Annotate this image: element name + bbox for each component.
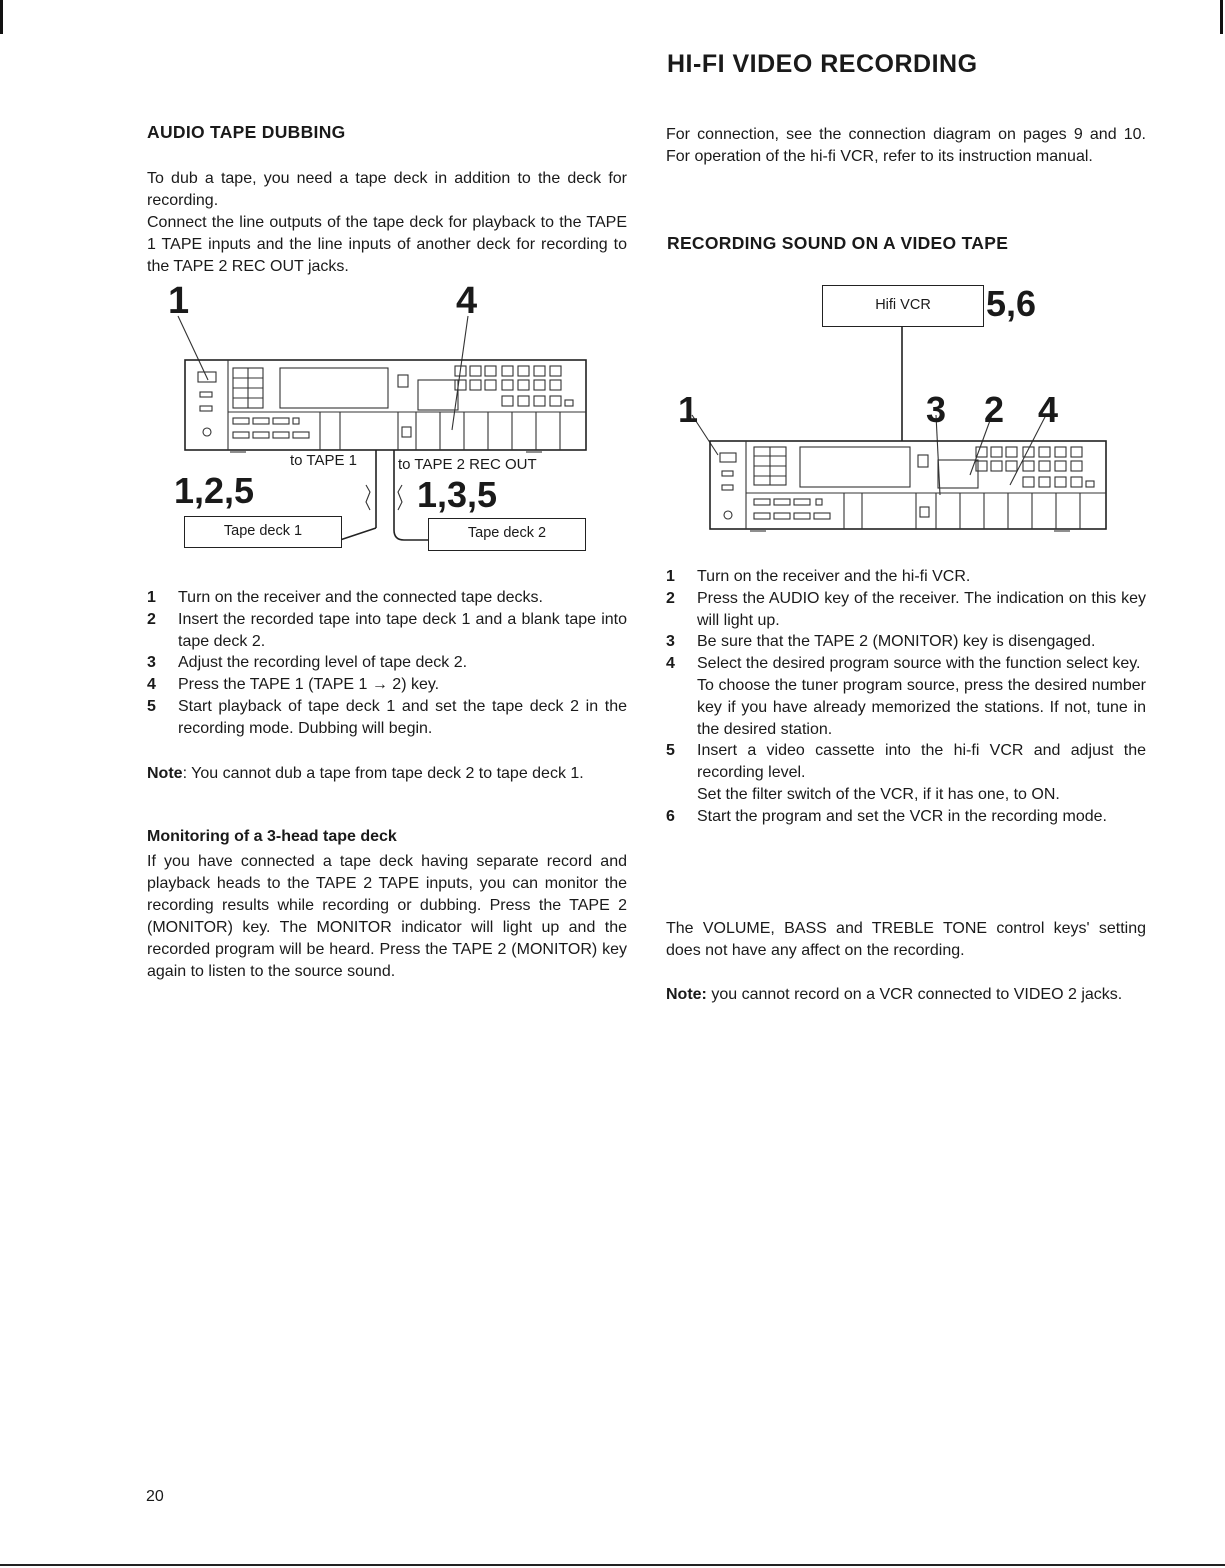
list-item: 4 Press the TAPE 1 (TAPE 1 → 2) key. (147, 676, 440, 694)
scan-edge-mark-right (1220, 0, 1223, 34)
list-item: 3 Adjust the recording level of tape deck 2. (147, 654, 468, 672)
dubbing-intro (147, 168, 627, 278)
list-item: 5 Start playback of tape deck 1 and set the tape deck 2 in the recording mode. Dubbing will begin. (147, 697, 627, 737)
list-item: 1 Turn on the receiver and the connected tape decks. (147, 589, 543, 606)
monitoring-paragraph: If you have connected a tape deck having separate record and playback heads to the TAPE 2 TAPE inputs, you can monitor the recording results while recording or dubbing. Press the TAPE 2 (MONITOR) key. The MONITOR indicator will light up and the recorded program will be heard. Press the TAPE 2 (MONITOR) key again to listen to the source sound. (147, 853, 627, 980)
callout-step-3: 3 (926, 389, 947, 430)
scan-edge-line-bottom (0, 1564, 1225, 1566)
callout-steps-1-3-5: 1,3,5 (417, 474, 498, 515)
callout-step-1: 1 (678, 389, 699, 430)
callout-steps-1-2-5: 1,2,5 (174, 470, 255, 511)
label-to-tape2-rec-out: to TAPE 2 REC OUT (398, 456, 537, 473)
list-item: 3 Be sure that the TAPE 2 (MONITOR) key is disengaged. (666, 633, 1096, 651)
section-heading-recording-sound: RECORDING SOUND ON A VIDEO TAPE (667, 233, 1009, 253)
intro-paragraph-1: To dub a tape, you need a tape deck in addition to the deck for recording. (147, 170, 627, 209)
hifi-intro-paragraph: For connection, see the connection diagram on pages 9 and 10. For operation of the hi-fi VCR, refer to its instruction manual. (666, 126, 1146, 165)
page-number: 20 (146, 1488, 164, 1505)
page-title: HI-FI VIDEO RECORDING (667, 50, 978, 78)
callout-step-4: 4 (1038, 389, 1059, 430)
tone-control-paragraph: The VOLUME, BASS and TREBLE TONE control keys' setting does not have any affect on the recording. (666, 920, 1146, 959)
list-item: 5 Insert a video cassette into the hi-fi VCR and adjust the recording level. Set the filter switch of the VCR, if it has one, to ON. (666, 742, 1146, 803)
dubbing-note: Note: You cannot dub a tape from tape deck 2 to tape deck 1. (147, 765, 584, 782)
tape-deck-1-box: Tape deck 1 (184, 516, 342, 548)
callout-steps-5-6: 5,6 (986, 283, 1037, 324)
hifi-vcr-box: Hifi VCR (822, 285, 984, 327)
list-item: 6 Start the program and set the VCR in the recording mode. (666, 807, 1107, 825)
tape-deck-2-box: Tape deck 2 (428, 518, 586, 551)
vcr-note: Note: you cannot record on a VCR connected to VIDEO 2 jacks. (666, 986, 1123, 1003)
callout-step-4: 4 (456, 280, 478, 322)
list-item: 2 Insert the recorded tape into tape deck 1 and a blank tape into tape deck 2. (147, 610, 627, 650)
list-item: 1 Turn on the receiver and the hi-fi VCR. (666, 568, 971, 585)
vcr-steps-list (666, 566, 1146, 828)
dubbing-connection-figure (140, 280, 640, 570)
intro-paragraph-2: Connect the line outputs of the tape deck for playback to the TAPE 1 TAPE inputs and the line inputs of another deck for recording to the TAPE 2 REC OUT jacks. (147, 214, 627, 275)
list-item: 2 Press the AUDIO key of the receiver. The indication on this key will light up. (666, 589, 1146, 629)
scan-edge-mark-left (0, 0, 3, 34)
callout-step-1: 1 (168, 280, 190, 322)
section-heading-audio-tape-dubbing: AUDIO TAPE DUBBING (147, 122, 346, 142)
vcr-connection-figure (670, 275, 1120, 545)
dubbing-steps-list (147, 587, 627, 740)
subheading-monitoring: Monitoring of a 3-head tape deck (147, 828, 397, 845)
callout-step-2: 2 (984, 389, 1005, 430)
label-to-tape1: to TAPE 1 (290, 452, 357, 469)
list-item: 4 Select the desired program source with the function select key. To choose the tuner program source, press the desired number key if you have already memorized the stations. If not, tune in the desired station. (666, 655, 1146, 738)
